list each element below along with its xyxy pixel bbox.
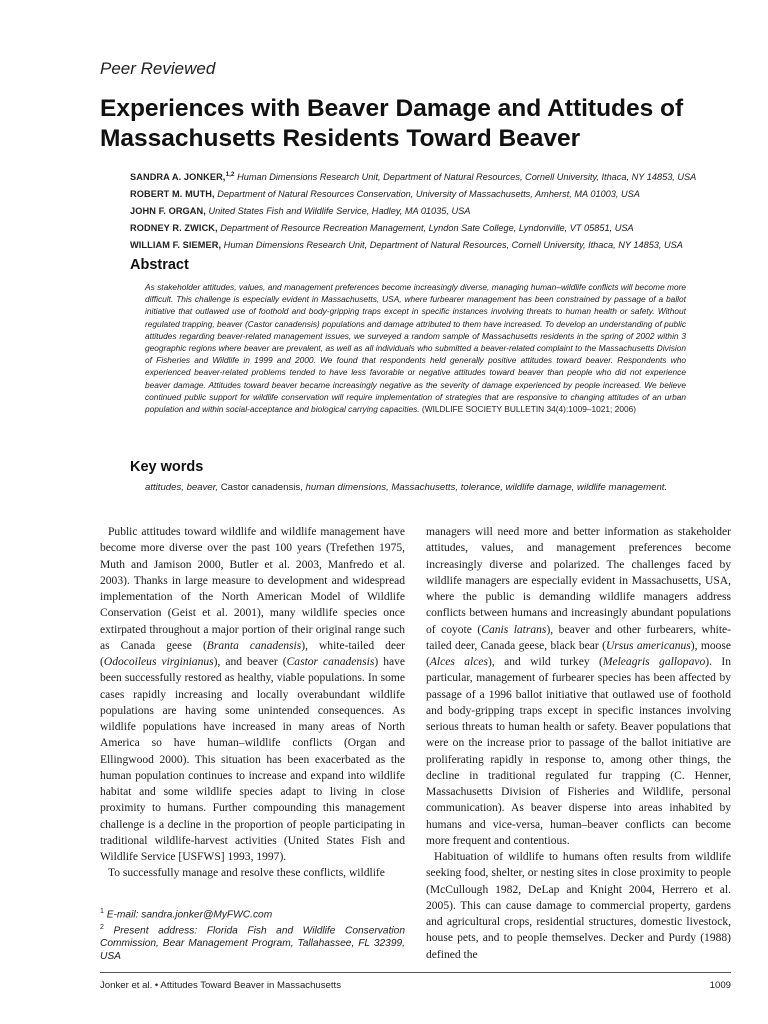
keywords-heading: Key words [130,459,204,475]
author-footnote-mark: 1,2 [225,171,235,178]
body-text: ), beaver and other furbearers, white-tailed deer, Canada geese, black bear ( [426,623,732,652]
footnotes [100,906,405,963]
footer-rule [100,972,731,973]
author-affiliation: Human Dimensions Research Unit, Department of Natural Resources, Cornell University, Ithaca, NY 14853, USA [234,172,697,183]
author-affiliation: Human Dimensions Research Unit, Department of Natural Resources, Cornell University, Ithaca, NY 14853, USA [221,240,683,251]
author-name: RODNEY R. ZWICK, [130,223,218,234]
species-name: Castor canadensis [286,656,375,668]
author-name: WILLIAM F. SIEMER, [130,240,222,251]
species-name: Canis latrans [481,623,547,636]
author-entry [130,166,750,186]
body-text: ), moose ( [426,639,731,668]
abstract-text: As stakeholder attitudes, values, and management preferences become increasingly diverse, managing human–wildlife conflicts will become more difficult. This challenge is especially evident in Massachusetts, USA, where furbearer management has been constrained by passage of a ballot initiative that outlawed use of foothold and body-gripping traps except in specific instances involving threats to human health or safety. Without regulated trapping, beaver (Castor canadensis) populations and damage attributed to them have increased. To develop an understanding of public attitudes regarding beaver-related management issues, we surveyed a random sample of Massachusetts residents in the spring of 2002 within 3 geographic regions where beaver are prevalent, as well as all individuals who submitted a beaver-related complaint to the Massachusetts Division of Fisheries and Wildlife in 1999 and 2000. We found that respondents held generally positive attitudes toward beaver. Respondents who experienced beaver-related problems tended to have less favorable or negative attitudes toward beaver than people who did not experience beaver damage. Attitudes toward beaver became increasingly negative as the severity of damage experienced by people increased. We believe continued public support for wildlife conservation will require implementation of strategies that are responsive to changing attitudes of an urban population and within social-acceptance and biological carrying capacities. [145,282,686,415]
body-paragraph [426,849,731,963]
author-entry [130,186,750,203]
keyword: Massachusetts, [388,482,459,493]
footnote-text: Present address: Florida Fish and Wildlife Conservation Commission, Bear Management Program, Tallahassee, FL 32399, USA [100,925,405,962]
author-name: SANDRA A. JONKER, [130,172,226,183]
author-affiliation: Department of Natural Resources Conservation, University of Massachusetts, Amherst, MA 01003, USA [214,189,640,200]
keyword: Castor canadensis, [218,482,303,493]
keyword: wildlife damage, [502,482,575,493]
footnote-text: E-mail: sandra.jonker@MyFWC.com [103,909,273,921]
author-entry [130,203,750,220]
section-label: Peer Reviewed [100,59,216,78]
body-text: To successfully manage and resolve these conflicts, wildlife [108,867,385,880]
body-text: ) have been successfully restored as healthy, viable populations. In some cases rapidly increasing and locally overabundant wildlife populations are having some unintended consequences. As wildlife populations have increased in many areas of North America so have human–wildlife conflicts (Organ and Ellingwood 2000). This situation has been exacerbated as the human population continues to increase and expand into wildlife habitat and some wildlife species adapt to living in close proximity to humans. Further compounding this management challenge is a decline in the proportion of people participating in traditional wildlife-harvest activities (United States Fish and Wildlife Service [USFWS] 1993, 1997). [100,656,405,863]
body-paragraph [100,865,405,881]
keyword: wildlife management. [574,482,668,493]
abstract-body [145,281,686,415]
page-number: 1009 [709,980,731,991]
body-text: ). In particular, management of furbearer species has been affected by passage of a 1996 ballot initiative that outlawed use of foothold and body-gripping traps except in specific instances involving serious threats to human health or safety. Beaver populations that were on the increase prior to passage of the ballot initiative are proliferating rapidly in response to, among other things, the decline in traditional regulated fur trapping (C. Henner, Massachusetts Division of Fisheries and Wildlife, personal communication). As beaver disperse into areas inhabited by humans and vice-versa, human–beaver conflicts can become more frequent and contentious. [426,656,731,847]
author-entry [130,220,750,237]
author-affiliation: Department of Resource Recreation Management, Lyndon Sate College, Lyndonville, VT 05851, USA [217,223,634,234]
footnote [100,906,405,922]
keywords-list [145,481,730,495]
author-list [130,166,750,254]
keyword: attitudes, [145,482,184,493]
body-text: Habituation of wildlife to humans often results from wildlife seeking food, shelter, or nesting sites in close proximity to people (McCullough 1982, DeLap and Knight 2004, Herrero et al. 2005). This can cause damage to commercial property, gardens and agricultural crops, residential structures, domestic livestock, house pets, and to people themselves. Decker and Purdy (1988) defined the [426,851,731,961]
footnote-mark: 1 [100,908,104,915]
species-name: Meleagris gallopavo [602,656,706,668]
body-text: ), and beaver ( [213,656,287,668]
body-paragraph [426,524,731,849]
species-name: Branta canadensis [206,639,302,652]
species-name: Odocoileus virginianus [103,656,214,668]
keyword: human dimensions, [302,482,389,493]
keyword: beaver, [183,482,219,493]
abstract-heading: Abstract [130,257,189,273]
body-column-right [426,524,731,963]
body-text: Public attitudes toward wildlife and wildlife management have become more diverse over the past 100 years (Trefethen 1975, Muth and Jamison 2000, Butler et al. 2003, Manfredo et al. 2003). Thanks in large measure to development and widespread implementation of the North American Model of Wildlife Conservation (Geist et al. 2001), many wildlife species once extirpated throughout a major portion of their original range such as Canada geese ( [100,526,405,652]
author-affiliation: United States Fish and Wildlife Service, Hadley, MA 01035, USA [205,206,471,217]
species-name: Alces alces [429,656,488,668]
footnote [100,922,405,963]
body-text: ), and wild turkey ( [487,656,603,668]
body-text: managers will need more and better information as stakeholder attitudes, values, and management preferences become increasingly diverse and polarized. The challenges faced by wildlife managers are especially evident in Massachusetts, USA, where the public is demanding wildlife managers address conflicts between humans and increasingly abundant populations of coyote ( [426,526,731,636]
article-title: Experiences with Beaver Damage and Attitudes of Massachusetts Residents Toward Beaver [100,95,684,152]
body-column-left [100,524,405,882]
species-name: Ursus americanus [605,639,691,652]
abstract-citation: (WILDLIFE SOCIETY BULLETIN 34(4):1009–1021; 2006) [421,404,637,415]
footnote-mark: 2 [100,923,104,931]
body-text: ), white-tailed deer ( [100,639,406,668]
author-name: ROBERT M. MUTH, [130,189,215,200]
body-paragraph [100,524,405,865]
author-entry [130,237,750,254]
running-head: Jonker et al. • Attitudes Toward Beaver in Massachusetts [100,980,342,991]
keyword: tolerance, [458,482,503,493]
author-name: JOHN F. ORGAN, [130,206,206,217]
